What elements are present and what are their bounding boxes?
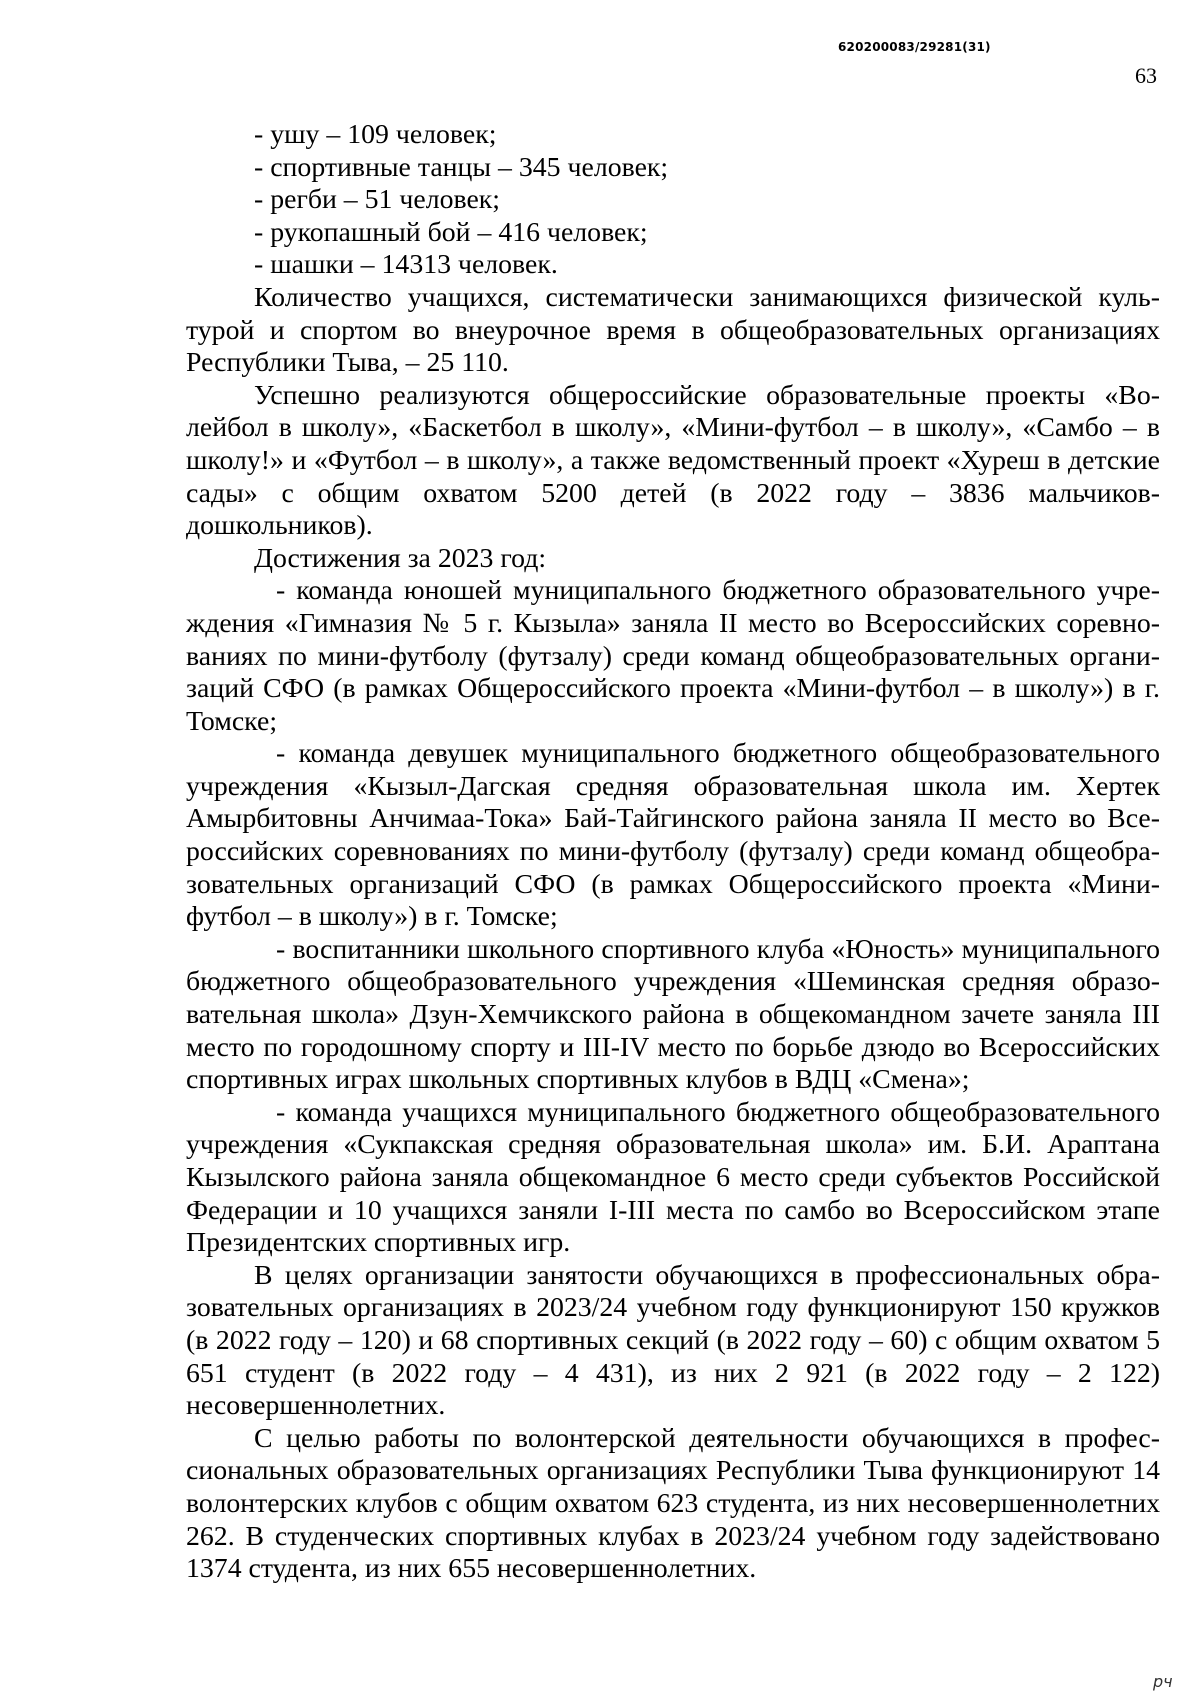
achievements-heading: Достижения за 2023 год:	[254, 542, 547, 574]
paragraph-students-count: Количество учащихся, систематически занимающихся физической культурой и спортом во внеурочное время в общеобразовательных организациях Республики Тыва, – 25 110.	[186, 281, 1160, 379]
list-item: - спортивные танцы – 345 человек;	[254, 151, 669, 183]
achievement-item: - команда девушек муниципального бюджетного общеобразовательного учреждения «Кызыл-Дагская средняя образовательная школа им. Хертек Амырбитовны Анчимаа-Тока» Бай-Тайгинского района заняла II место во Всероссийских соревнованиях по мини-футболу (футзалу) среди команд общеобразовательных организаций СФО (в рамках Общероссийского проекта «Мини-футбол – в школу») в г. Томске;	[186, 738, 1160, 933]
list-item: - рукопашный бой – 416 человек;	[254, 216, 648, 248]
handwritten-corner-mark: рч	[1153, 1672, 1173, 1691]
achievement-item: - воспитанники школьного спортивного клуба «Юность» муниципального бюджетного общеобразовательного учреждения «Шеминская средняя образовательная школа» Дзун-Хемчикского района в общекомандном зачете заняла III место по городошному спорту и III-IV место по борьбе дзюдо во Всероссийских спортивных играх школьных спортивных клубов в ВДЦ «Смена»;	[186, 933, 1160, 1096]
achievement-item: - команда юношей муниципального бюджетного образовательного учреждения «Гимназия № 5 г. Кызыла» заняла II место во Всероссийских соревнованиях по мини-футболу (футзалу) среди команд общеобразовательных организаций СФО (в рамках Общероссийского проекта «Мини-футбол – в школу») в г. Томске;	[186, 575, 1160, 737]
document-id: 620200083/29281(31)	[838, 40, 991, 54]
list-item: - регби – 51 человек;	[254, 184, 501, 216]
page-number: 63	[1135, 63, 1157, 88]
paragraph-projects: Успешно реализуются общероссийские образовательные проекты «Волейбол в школу», «Баскетбол в школу», «Мини-футбол – в школу», «Самбо – в школу!» и «Футбол – в школу», а также ведомственный проект «Хуреш в детские сады» с общим охватом 5200 детей (в 2022 году – 3836 мальчиков-дошкольников).	[186, 379, 1160, 542]
list-item: - шашки – 14313 человек.	[254, 249, 558, 281]
list-item: - ушу – 109 человек;	[254, 119, 497, 150]
document-body	[186, 119, 1160, 1586]
paragraph-clubs: В целях организации занятости обучающихся в профессиональных образовательных организациях в 2023/24 учебном году функционируют 150 кружков (в 2022 году – 120) и 68 спортивных секций (в 2022 году – 60) с общим охватом 5 651 студент (в 2022 году – 4 431), из них 2 921 (в 2022 году – 2 122) несовершеннолетних.	[186, 1259, 1160, 1422]
paragraph-volunteers: С целью работы по волонтерской деятельности обучающихся в профессиональных образовательных организациях Республики Тыва функционируют 14 волонтерских клубов с общим охватом 623 студента, из них несовершеннолетних 262. В студенческих спортивных клубах в 2023/24 учебном году задействовано 1374 студента, из них 655 несовершеннолетних.	[186, 1422, 1160, 1585]
achievement-item: - команда учащихся муниципального бюджетного общеобразовательного учреждения «Сукпакская средняя образовательная школа» им. Б.И. Араптана Кызылского района заняла общекомандное 6 место среди субъектов Российской Федерации и 10 учащихся заняли I-III места по самбо во Всероссийском этапе Президентских спортивных игр.	[186, 1096, 1160, 1259]
